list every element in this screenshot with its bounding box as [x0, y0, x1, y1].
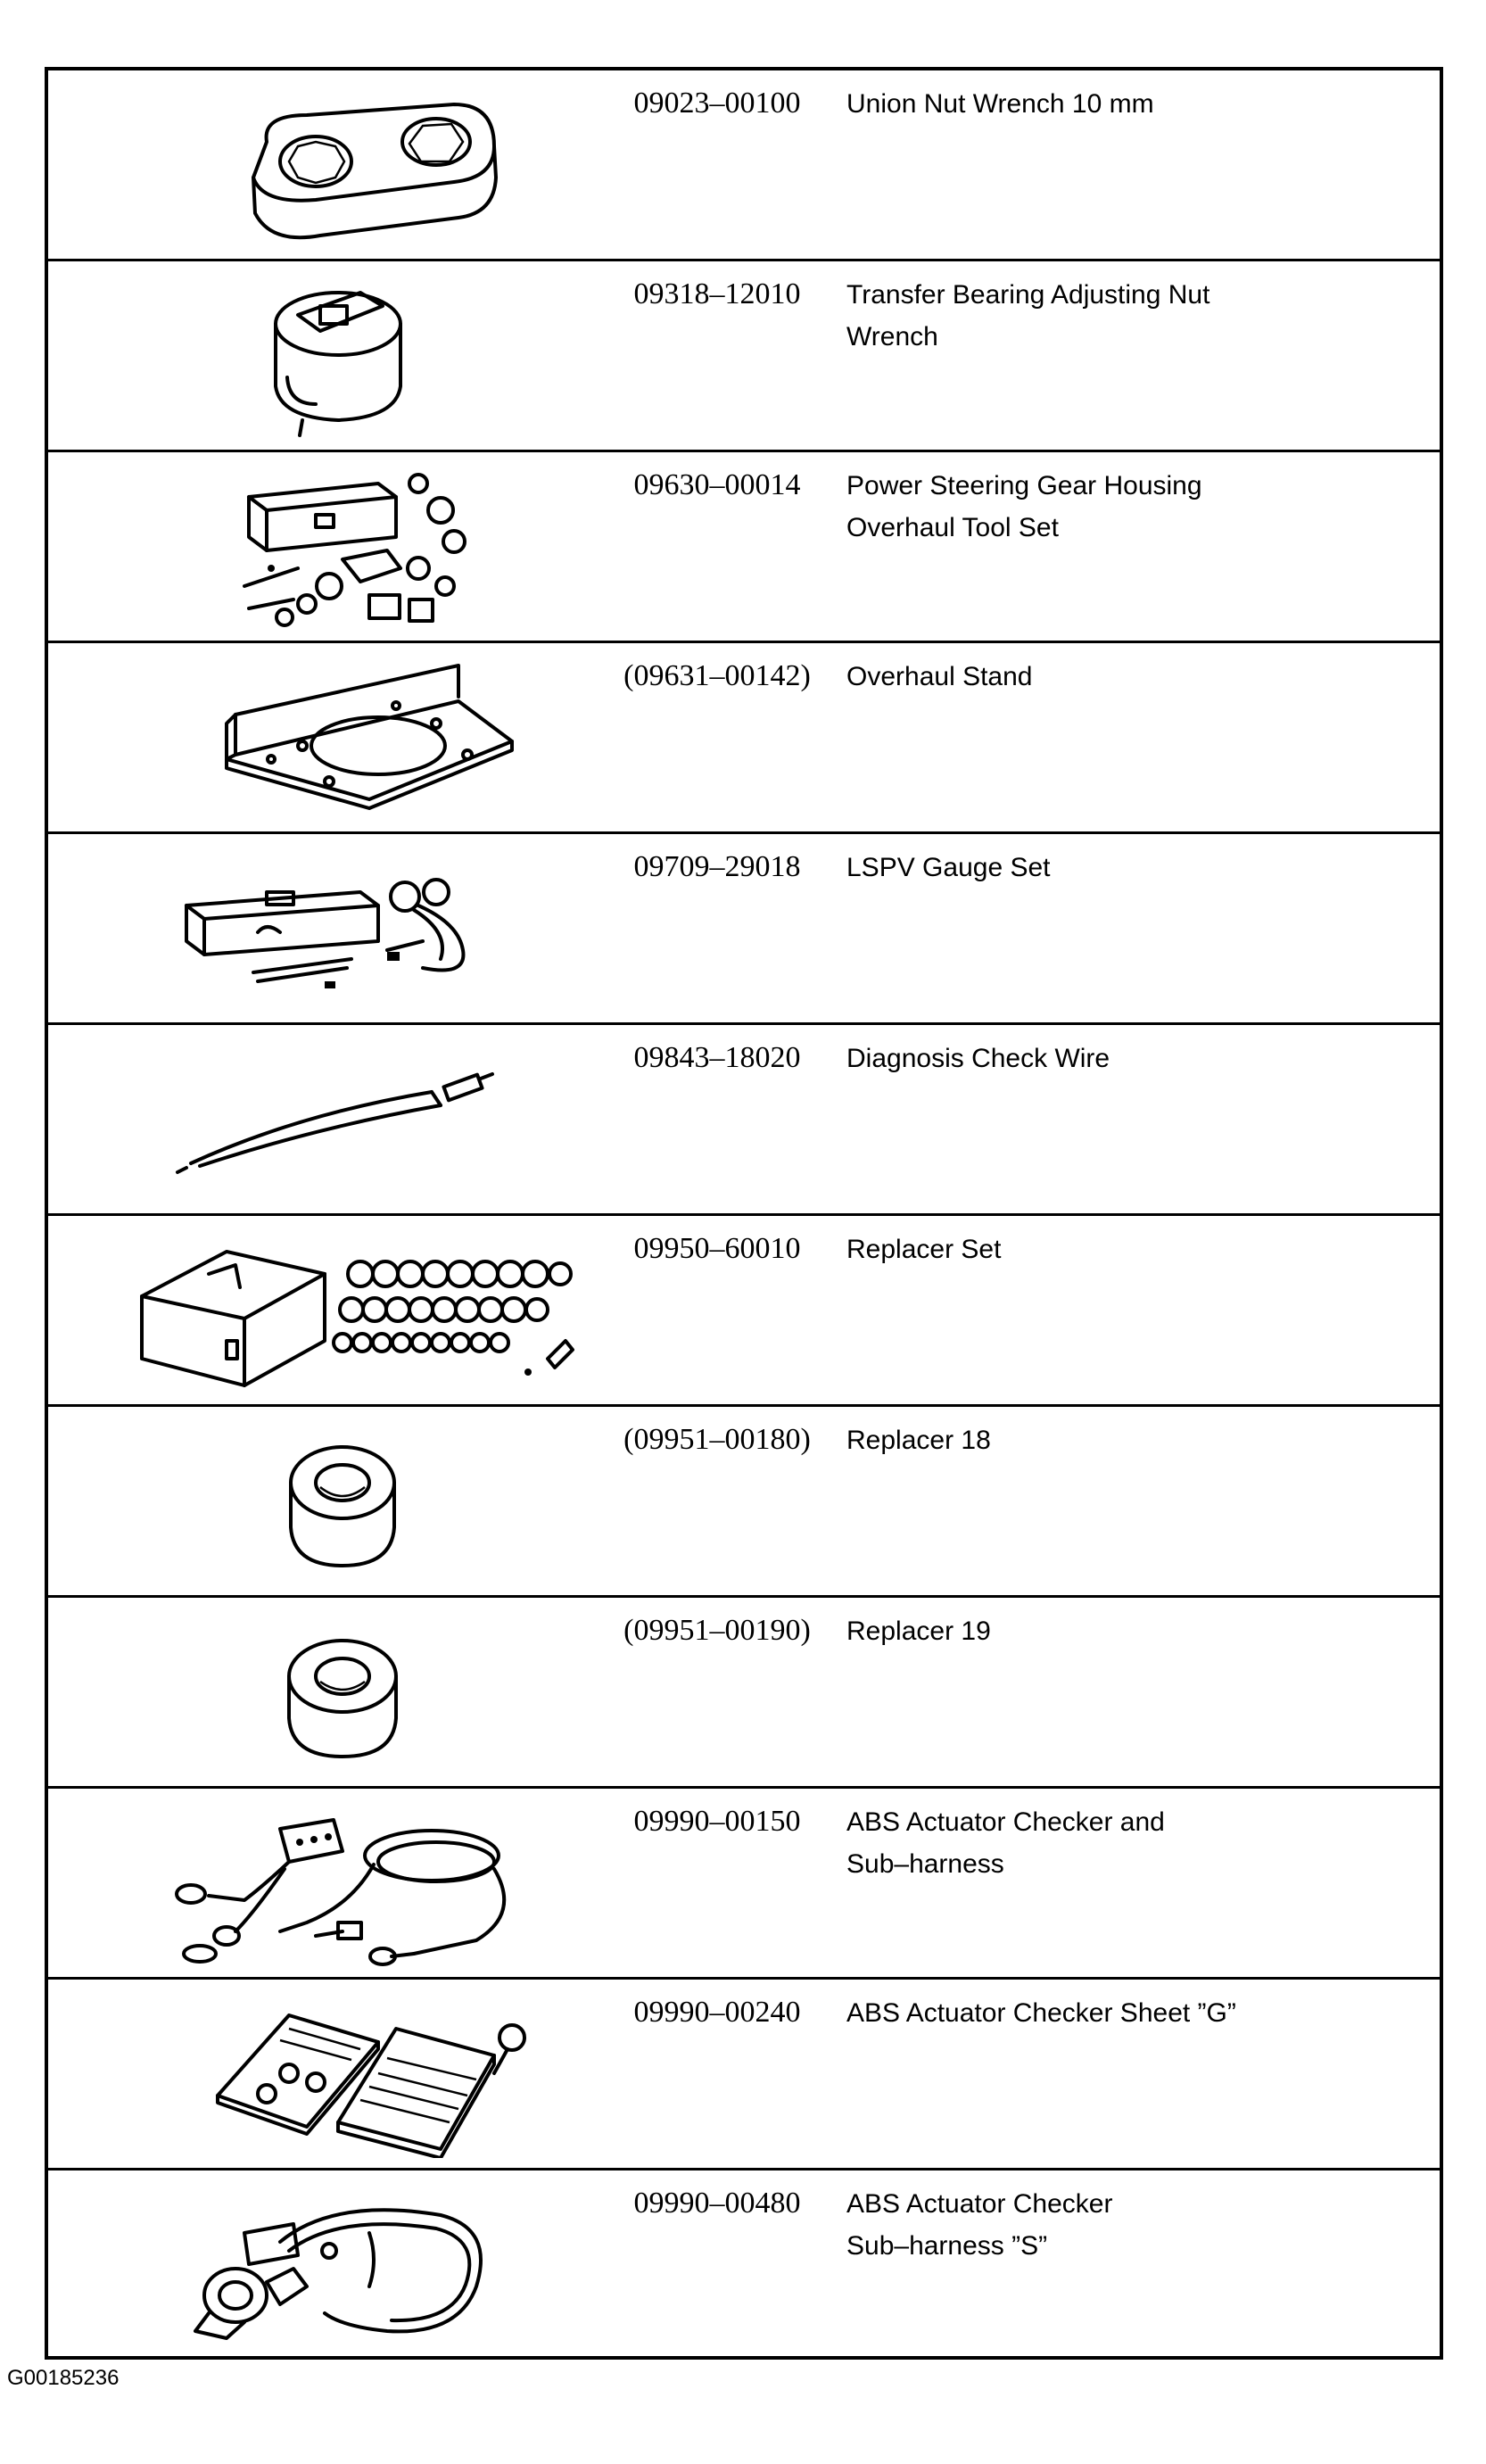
- part-number: 09843–18020: [633, 1041, 801, 1074]
- tool-row: [48, 1980, 1440, 2170]
- part-number: 09990–00240: [633, 1996, 801, 2029]
- special-tools-table: [45, 67, 1443, 2360]
- tool-row: [48, 643, 1440, 834]
- figure-code: G00185236: [7, 2366, 120, 2390]
- tool-description: Diagnosis Check Wire: [846, 1044, 1110, 1073]
- tool-row: [48, 1025, 1440, 1216]
- part-number: (09951–00180): [623, 1423, 811, 1456]
- overhaul-stand-icon: [102, 652, 583, 822]
- part-number: 09990–00480: [633, 2187, 801, 2220]
- checker-harness-icon: [102, 1798, 583, 1967]
- tool-row: [48, 261, 1440, 452]
- tool-description: Replacer 18: [846, 1426, 991, 1455]
- replacer-ring-icon: [102, 1416, 583, 1585]
- part-number: (09631–00142): [623, 659, 811, 692]
- tool-description: ABS Actuator Checker Sheet ”G”: [846, 1998, 1236, 2028]
- bearing-nut-wrench-icon: [102, 270, 583, 440]
- tool-row: [48, 2170, 1440, 2360]
- tool-description: ABS Actuator Checker and Sub–harness: [846, 1807, 1165, 1879]
- tool-description: Power Steering Gear Housing Overhaul Tool Set: [846, 471, 1202, 542]
- union-nut-wrench-icon: [102, 79, 583, 249]
- tool-set-icon: [102, 461, 583, 631]
- tool-row: [48, 834, 1440, 1025]
- tool-description: Union Nut Wrench 10 mm: [846, 89, 1154, 119]
- part-number: 09709–29018: [633, 850, 801, 883]
- tool-description: Replacer Set: [846, 1235, 1002, 1264]
- checker-sheet-icon: [102, 1989, 583, 2158]
- part-number: 09318–12010: [633, 277, 801, 310]
- gauge-set-icon: [102, 843, 583, 1013]
- part-number: 09023–00100: [633, 87, 801, 120]
- tool-row: [48, 1407, 1440, 1598]
- tool-description: Replacer 19: [846, 1616, 991, 1646]
- part-number: 09990–00150: [633, 1805, 801, 1838]
- replacer-ring-icon: [102, 1607, 583, 1776]
- part-number: 09950–60010: [633, 1232, 801, 1265]
- tool-description: LSPV Gauge Set: [846, 853, 1051, 882]
- tool-row: [48, 1216, 1440, 1407]
- tool-description: Transfer Bearing Adjusting Nut Wrench: [846, 280, 1210, 351]
- tool-row: [48, 70, 1440, 261]
- tool-description: ABS Actuator Checker Sub–harness ”S”: [846, 2189, 1113, 2261]
- tool-row: [48, 1789, 1440, 1980]
- sub-harness-icon: [102, 2179, 583, 2349]
- tool-row: [48, 1598, 1440, 1789]
- part-number: 09630–00014: [633, 468, 801, 501]
- tool-description: Overhaul Stand: [846, 662, 1033, 691]
- tool-row: [48, 452, 1440, 643]
- replacer-set-icon: [102, 1225, 583, 1394]
- check-wire-icon: [102, 1034, 583, 1203]
- part-number: (09951–00190): [623, 1614, 811, 1647]
